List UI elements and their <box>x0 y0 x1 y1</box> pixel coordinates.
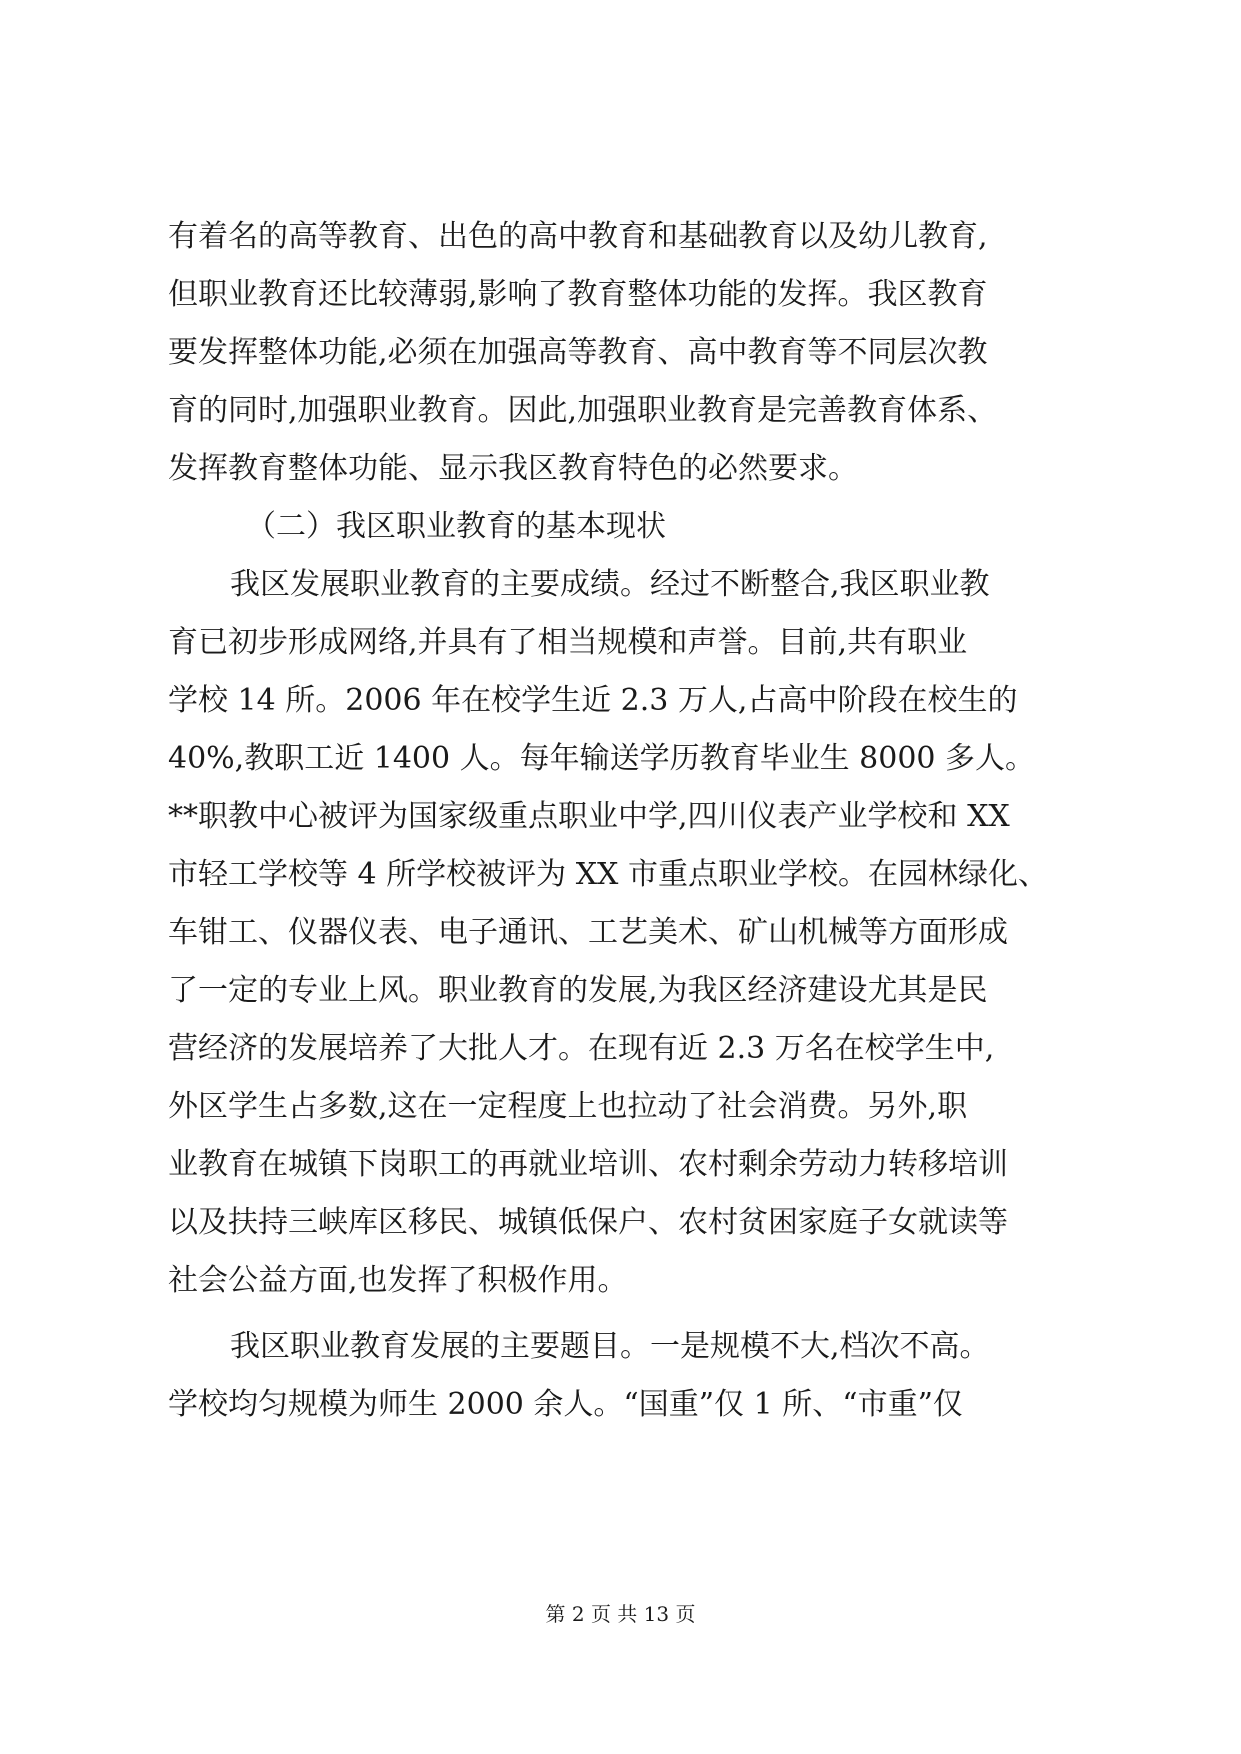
text-line: 车钳工、仪器仪表、电子通讯、工艺美术、矿山机械等方面形成 <box>168 915 1008 950</box>
text-line: 我区发展职业教育的主要成绩。经过不断整合,我区职业教 <box>230 567 990 602</box>
text-line: 我区职业教育发展的主要题目。一是规模不大,档次不高。 <box>230 1329 990 1364</box>
text-line: 育的同时,加强职业教育。因此,加强职业教育是完善教育体系、 <box>168 393 998 428</box>
text-line: 学校均匀规模为师生 2000 余人。“国重”仅 1 所、“市重”仅 <box>168 1387 963 1422</box>
text-line: 学校 14 所。2006 年在校学生近 2.3 万人,占高中阶段在校生的 <box>168 683 1018 718</box>
text-line: 社会公益方面,也发挥了积极作用。 <box>168 1263 628 1298</box>
text-line: 有着名的高等教育、出色的高中教育和基础教育以及幼儿教育, <box>168 219 988 254</box>
text-line: 了一定的专业上风。职业教育的发展,为我区经济建设尤其是民 <box>168 973 988 1008</box>
text-line: 要发挥整体功能,必须在加强高等教育、高中教育等不同层次教 <box>168 335 988 370</box>
text-line: 业教育在城镇下岗职工的再就业培训、农村剩余劳动力转移培训 <box>168 1147 1008 1182</box>
text-line: **职教中心被评为国家级重点职业中学,四川仪表产业学校和 XX <box>168 799 1010 834</box>
text-line: 40%,教职工近 1400 人。每年输送学历教育毕业生 8000 多人。 <box>168 741 1036 776</box>
text-line: 市轻工学校等 4 所学校被评为 XX 市重点职业学校。在园林绿化、 <box>168 857 1048 892</box>
page-footer: 第 2 页 共 13 页 <box>545 1602 696 1626</box>
text-line: 发挥教育整体功能、显示我区教育特色的必然要求。 <box>168 451 858 486</box>
paragraph-gap <box>168 1310 1078 1318</box>
text-line: 但职业教育还比较薄弱,影响了教育整体功能的发挥。我区教育 <box>168 277 988 312</box>
section-heading: （二）我区职业教育的基本现状 <box>246 509 666 544</box>
text-line: 外区学生占多数,这在一定程度上也拉动了社会消费。另外,职 <box>168 1089 968 1124</box>
text-line: 营经济的发展培养了大批人才。在现有近 2.3 万名在校学生中, <box>168 1031 995 1066</box>
text-line: 育已初步形成网络,并具有了相当规模和声誉。目前,共有职业 <box>168 625 968 660</box>
text-line: 以及扶持三峡库区移民、城镇低保户、农村贫困家庭子女就读等 <box>168 1205 1008 1240</box>
body-text <box>168 208 1078 1434</box>
